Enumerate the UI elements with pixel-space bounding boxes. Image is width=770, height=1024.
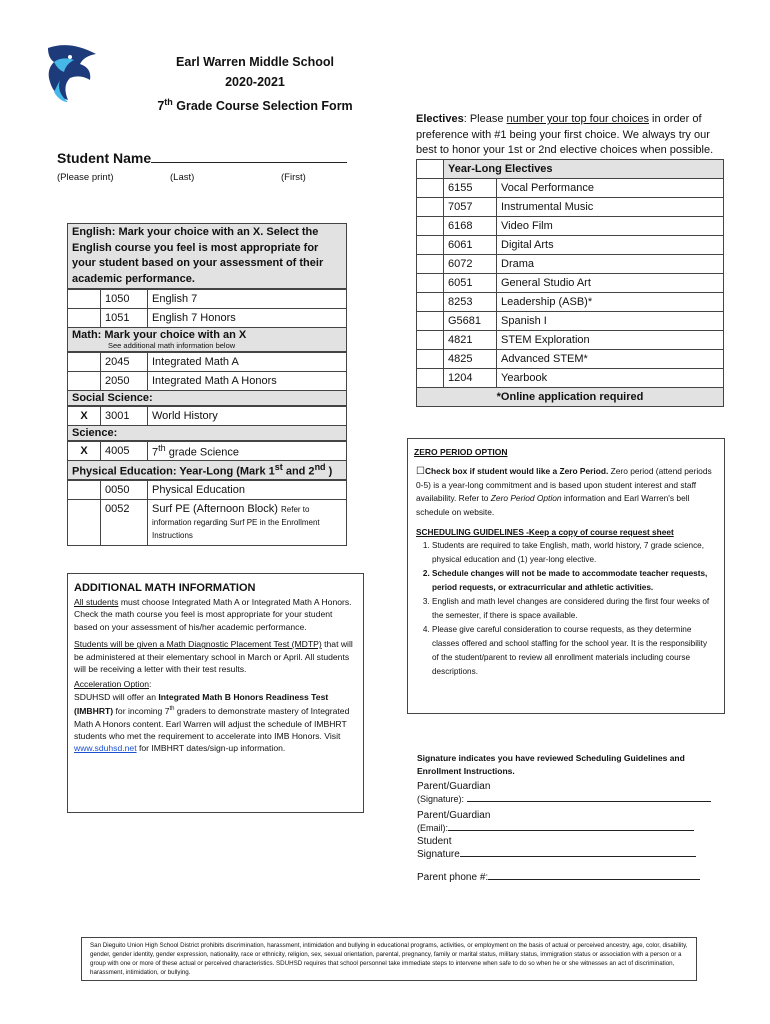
guideline-item: 2. Schedule changes will not be made to accommodate teacher requests, period requests, or extracurricular and athletic activities.	[432, 567, 716, 595]
parent-signature-field[interactable]: (Signature):	[417, 794, 717, 804]
table-row	[68, 442, 347, 461]
elective-rank-cell[interactable]	[417, 197, 444, 216]
table-row	[68, 480, 347, 499]
course-name: 7th grade Science	[148, 442, 347, 461]
last-name-hint: (Last)	[170, 172, 195, 183]
math-info-p2: Students will be given a Math Diagnostic Placement Test (MDTP) that will be administered at their elementary school in March or April. All students will be receiving a letter with their test results.	[74, 639, 353, 675]
elective-rank-cell[interactable]	[417, 254, 444, 273]
course-code: 2050	[101, 372, 148, 391]
electives-header: Year-Long Electives	[444, 159, 724, 178]
elective-rank-cell[interactable]	[417, 330, 444, 349]
student-name-label: Student Name	[57, 150, 347, 166]
guideline-item: 4. Please give careful consideration to course requests, as they determine classes offered and school staffing for the school year. It is the responsibility of the student/parent to review all enrollment materials including course descriptions.	[432, 623, 716, 679]
electives-footnote: *Online application required	[417, 387, 724, 406]
math-info-title: ADDITIONAL MATH INFORMATION	[74, 582, 256, 594]
elective-row	[417, 311, 724, 330]
course-selection-table	[67, 223, 347, 546]
course-code: 0050	[101, 480, 148, 499]
elective-name: Yearbook	[497, 368, 724, 387]
parent-email-field[interactable]: (Email):	[417, 823, 717, 833]
zero-period-title: ZERO PERIOD OPTION	[414, 447, 508, 457]
math-note: See additional math information below	[108, 341, 236, 350]
table-row	[68, 407, 347, 426]
elective-code: 6061	[444, 235, 497, 254]
form-title: 7th Grade Course Selection Form	[157, 97, 353, 114]
elective-name: STEM Exploration	[497, 330, 724, 349]
guideline-item: 3. English and math level changes are considered during the first four weeks of the semester, if there is space available.	[432, 595, 716, 623]
electives-section	[416, 112, 724, 407]
course-code: 0052	[101, 499, 148, 545]
math-2050-mark[interactable]	[68, 372, 101, 391]
social-science-options	[67, 406, 347, 426]
course-name: English 7 Honors	[148, 309, 347, 328]
elective-row	[417, 197, 724, 216]
course-code: 1050	[101, 290, 148, 309]
course-code: 2045	[101, 353, 148, 372]
pe-heading: Physical Education: Year-Long (Mark 1st and 2nd )	[67, 461, 347, 480]
table-row	[68, 372, 347, 391]
parent-email-label: Parent/Guardian	[417, 810, 491, 821]
electives-table	[416, 159, 724, 407]
elective-rank-cell[interactable]	[417, 368, 444, 387]
school-year: 2020-2021	[225, 75, 285, 89]
course-name: Integrated Math A	[148, 353, 347, 372]
course-code: 1051	[101, 309, 148, 328]
signature-intro: Signature indicates you have reviewed Scheduling Guidelines and Enrollment Instructions.	[417, 753, 685, 776]
elective-code: 1204	[444, 368, 497, 387]
elective-row	[417, 235, 724, 254]
student-signature-label: Student	[417, 836, 452, 847]
school-logo-eagle	[40, 40, 102, 110]
electives-intro: Electives: Please number your top four choices in order of preference with #1 being your first choice. We always try our best to honor your 1st or 2nd elective choices when possible.	[416, 113, 714, 156]
course-name: World History	[148, 407, 347, 426]
guidelines-box	[407, 438, 725, 714]
math-info-box	[67, 573, 364, 813]
nondiscrimination-footer: San Dieguito Union High School District prohibits discrimination, harassment, intimidation and bullying in educational programs, activities, or employment on the basis of actual or perceived ancestry, age, color, disability, gender, gender identity, gender expression, nationality, race or ethnicity, religion, sex, sexual orientation, parental, pregnancy, family or marital status, military status, immigration status or association with a person or a group with one or more of these actual or perceived characteristics. SDUHSD requires that school personnel take immediate steps to intervene when safe to do so when he or she witnesses an act of discrimination, harassment, intimidation, or bullying.	[81, 937, 697, 981]
table-row	[68, 290, 347, 309]
elective-row	[417, 178, 724, 197]
elective-row	[417, 330, 724, 349]
pe-options	[67, 480, 347, 546]
elective-code: 6168	[444, 216, 497, 235]
elective-rank-cell[interactable]	[417, 273, 444, 292]
elective-row	[417, 216, 724, 235]
elective-name: Video Film	[497, 216, 724, 235]
elective-code: 6072	[444, 254, 497, 273]
guidelines-list	[416, 539, 716, 679]
elective-name: Advanced STEM*	[497, 349, 724, 368]
elective-name: General Studio Art	[497, 273, 724, 292]
course-name: Surf PE (Afternoon Block) Refer to information regarding Surf PE in the Enrollment Instructions	[148, 499, 347, 545]
english-1051-mark[interactable]	[68, 309, 101, 328]
elective-rank-cell[interactable]	[417, 349, 444, 368]
course-name: Integrated Math A Honors	[148, 372, 347, 391]
english-1050-mark[interactable]	[68, 290, 101, 309]
elective-code: 8253	[444, 292, 497, 311]
elective-rank-cell[interactable]	[417, 178, 444, 197]
social-science-heading: Social Science:	[67, 391, 347, 406]
elective-code: 6155	[444, 178, 497, 197]
math-info-p1: All students must choose Integrated Math A or Integrated Math A Honors. Check the math course you feel is most appropriate for your student based on your assessment of his/her academic performance.	[74, 597, 352, 632]
science-heading: Science:	[67, 426, 347, 441]
elective-name: Digital Arts	[497, 235, 724, 254]
elective-code: 7057	[444, 197, 497, 216]
science-mark: X	[68, 442, 101, 461]
elective-code: 4821	[444, 330, 497, 349]
math-2045-mark[interactable]	[68, 353, 101, 372]
pe-0050-rank[interactable]	[68, 480, 101, 499]
elective-name: Vocal Performance	[497, 178, 724, 197]
english-options	[67, 289, 347, 328]
english-instruction: English: Mark your choice with an X. Select the English course you feel is most appropriate for your student based on your assessment of their academic performance.	[67, 223, 347, 289]
elective-rank-cell[interactable]	[417, 235, 444, 254]
elective-row	[417, 368, 724, 387]
math-heading: Math: Mark your choice with an X	[72, 329, 247, 341]
elective-row	[417, 349, 724, 368]
elective-row	[417, 273, 724, 292]
zero-period-checkbox[interactable]: ☐	[416, 466, 425, 477]
sduhsd-link[interactable]: www.sduhsd.net	[74, 743, 137, 754]
course-code: 3001	[101, 407, 148, 426]
parent-phone-field[interactable]: Parent phone #:	[417, 872, 717, 883]
parent-signature-label: Parent/Guardian	[417, 781, 491, 792]
electives-footnote-row	[417, 387, 724, 406]
table-row	[68, 499, 347, 545]
guidelines-title: SCHEDULING GUIDELINES -Keep a copy of course request sheet	[416, 527, 674, 537]
course-name: Physical Education	[148, 480, 347, 499]
guideline-item: 1. Students are required to take English, math, world history, 7 grade science, physical education and (1) year-long elective.	[432, 539, 716, 567]
elective-row	[417, 292, 724, 311]
elective-name: Instrumental Music	[497, 197, 724, 216]
zero-period-text: ☐Check box if student would like a Zero Period. Zero period (attend periods 0-5) is a year-long commitment and is based upon student interest and staff availability. Refer to Zero Period Option information and Earl Warren's bell schedule on website.	[416, 466, 712, 517]
elective-name: Spanish I	[497, 311, 724, 330]
surf-pe-note: Refer to information regarding Surf PE in the Enrollment Instructions	[152, 504, 320, 540]
elective-code: G5681	[444, 311, 497, 330]
electives-header-row	[417, 159, 724, 178]
elective-code: 6051	[444, 273, 497, 292]
science-options	[67, 441, 347, 461]
math-options	[67, 352, 347, 391]
signature-section	[417, 752, 717, 883]
elective-rank-cell[interactable]	[417, 216, 444, 235]
elective-name: Drama	[497, 254, 724, 273]
table-row	[68, 353, 347, 372]
math-info-p3: Acceleration Option: SDUHSD will offer an Integrated Math B Honors Readiness Test (IMBHRT) for incoming 7th graders to demonstrate mastery of Integrated Math A Honors content. Earl Warren will adjust the schedule of IMBHRT students who met the requirement to accelerate into IMB Honors. Visit www.sduhsd.net for IMBHRT dates/sign-up information.	[74, 679, 350, 754]
math-section-heading	[67, 328, 347, 352]
course-name: English 7	[148, 290, 347, 309]
elective-rank-cell[interactable]	[417, 292, 444, 311]
elective-name: Leadership (ASB)*	[497, 292, 724, 311]
student-signature-field[interactable]: Signature	[417, 849, 717, 860]
elective-code: 4825	[444, 349, 497, 368]
course-code: 4005	[101, 442, 148, 461]
elective-row	[417, 254, 724, 273]
school-name: Earl Warren Middle School	[176, 55, 334, 69]
rank-header	[417, 159, 444, 178]
first-name-hint: (First)	[281, 172, 306, 183]
please-print-hint: (Please print)	[57, 172, 114, 183]
social-science-mark: X	[68, 407, 101, 426]
elective-rank-cell[interactable]	[417, 311, 444, 330]
table-row	[68, 309, 347, 328]
pe-0052-rank[interactable]	[68, 499, 101, 545]
